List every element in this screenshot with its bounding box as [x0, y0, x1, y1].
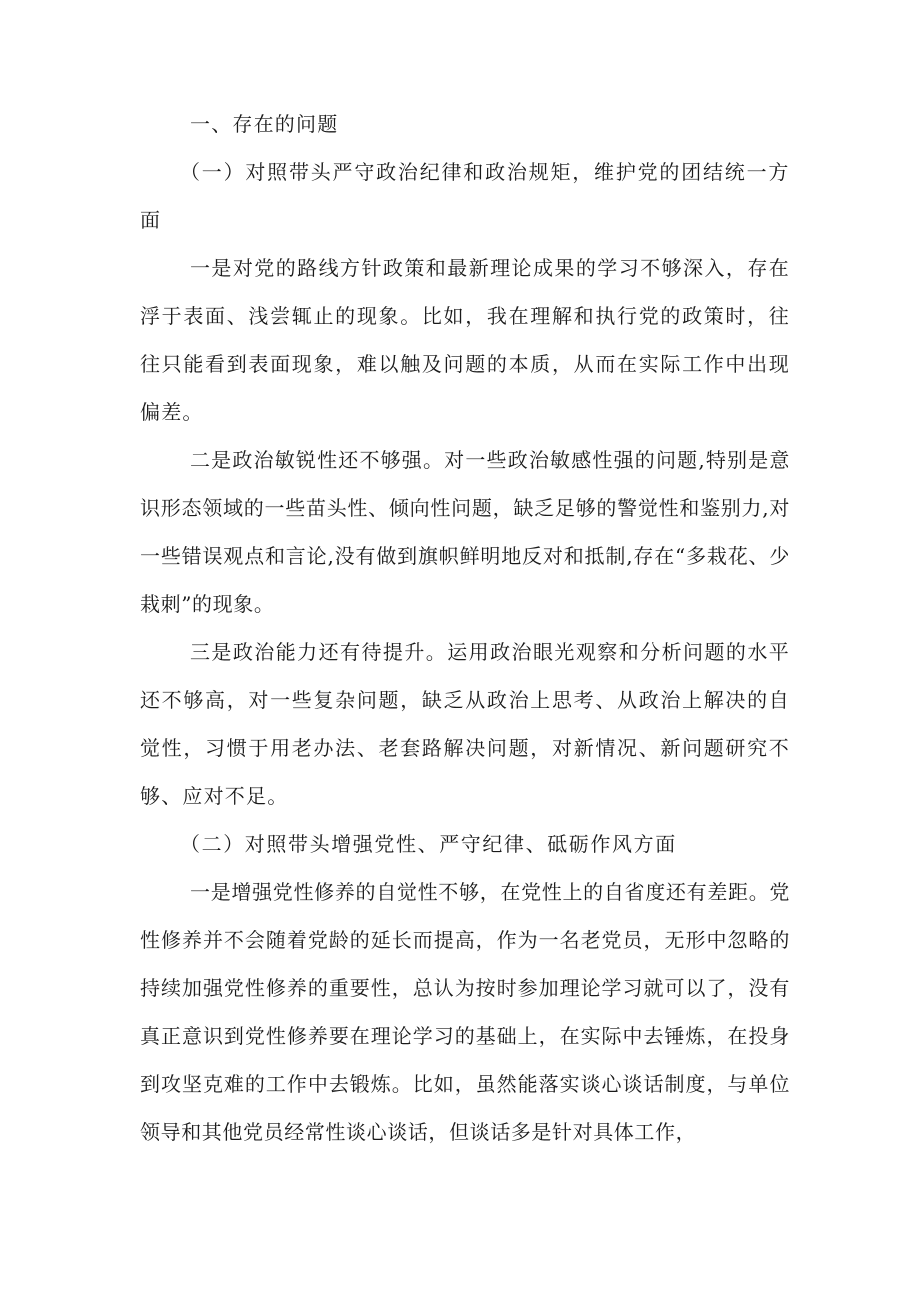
subsection-heading-2: （二）对照带头增强党性、严守纪律、砥砺作风方面: [180, 832, 677, 856]
section-heading-problems: 一、存在的问题: [190, 112, 339, 136]
paragraph-1: 一是对党的路线方针政策和最新理论成果的学习不够深入，存在浮于表面、浅尝辄止的现象。比如，我在理解和执行党的政策时，往往只能看到表面现象，难以触及问题的本质，从而在实际工作中出现偏差。: [140, 256, 790, 424]
paragraph-4: 一是增强党性修养的自觉性不够，在党性上的自省度还有差距。党性修养并不会随着党龄的延长而提高，作为一名老党员，无形中忽略的持续加强党性修养的重要性，总认为按时参加理论学习就可以了，没有真正意识到党性修养要在理论学习的基础上，在实际中去锤炼，在投身到攻坚克难的工作中去锻炼。比如，虽然能落实谈心谈话制度，与单位领导和其他党员经常性谈心谈话，但谈话多是针对具体工作，: [140, 880, 790, 1144]
paragraph-3: 三是政治能力还有待提升。运用政治眼光观察和分析问题的水平还不够高，对一些复杂问题，缺乏从政治上思考、从政治上解决的自觉性，习惯于用老办法、老套路解决问题，对新情况、新问题研究不够、应对不足。: [140, 640, 790, 808]
document-body: [140, 100, 790, 1156]
subsection-heading-1: （一）对照带头严守政治纪律和政治规矩，维护党的团结统一方面: [140, 160, 790, 232]
paragraph-2: 二是政治敏锐性还不够强。对一些政治敏感性强的问题,特别是意识形态领域的一些苗头性、倾向性问题，缺乏足够的警觉性和鉴别力,对一些错误观点和言论,没有做到旗帜鲜明地反对和抵制,存在“多栽花、少栽刺”的现象。: [140, 448, 790, 616]
